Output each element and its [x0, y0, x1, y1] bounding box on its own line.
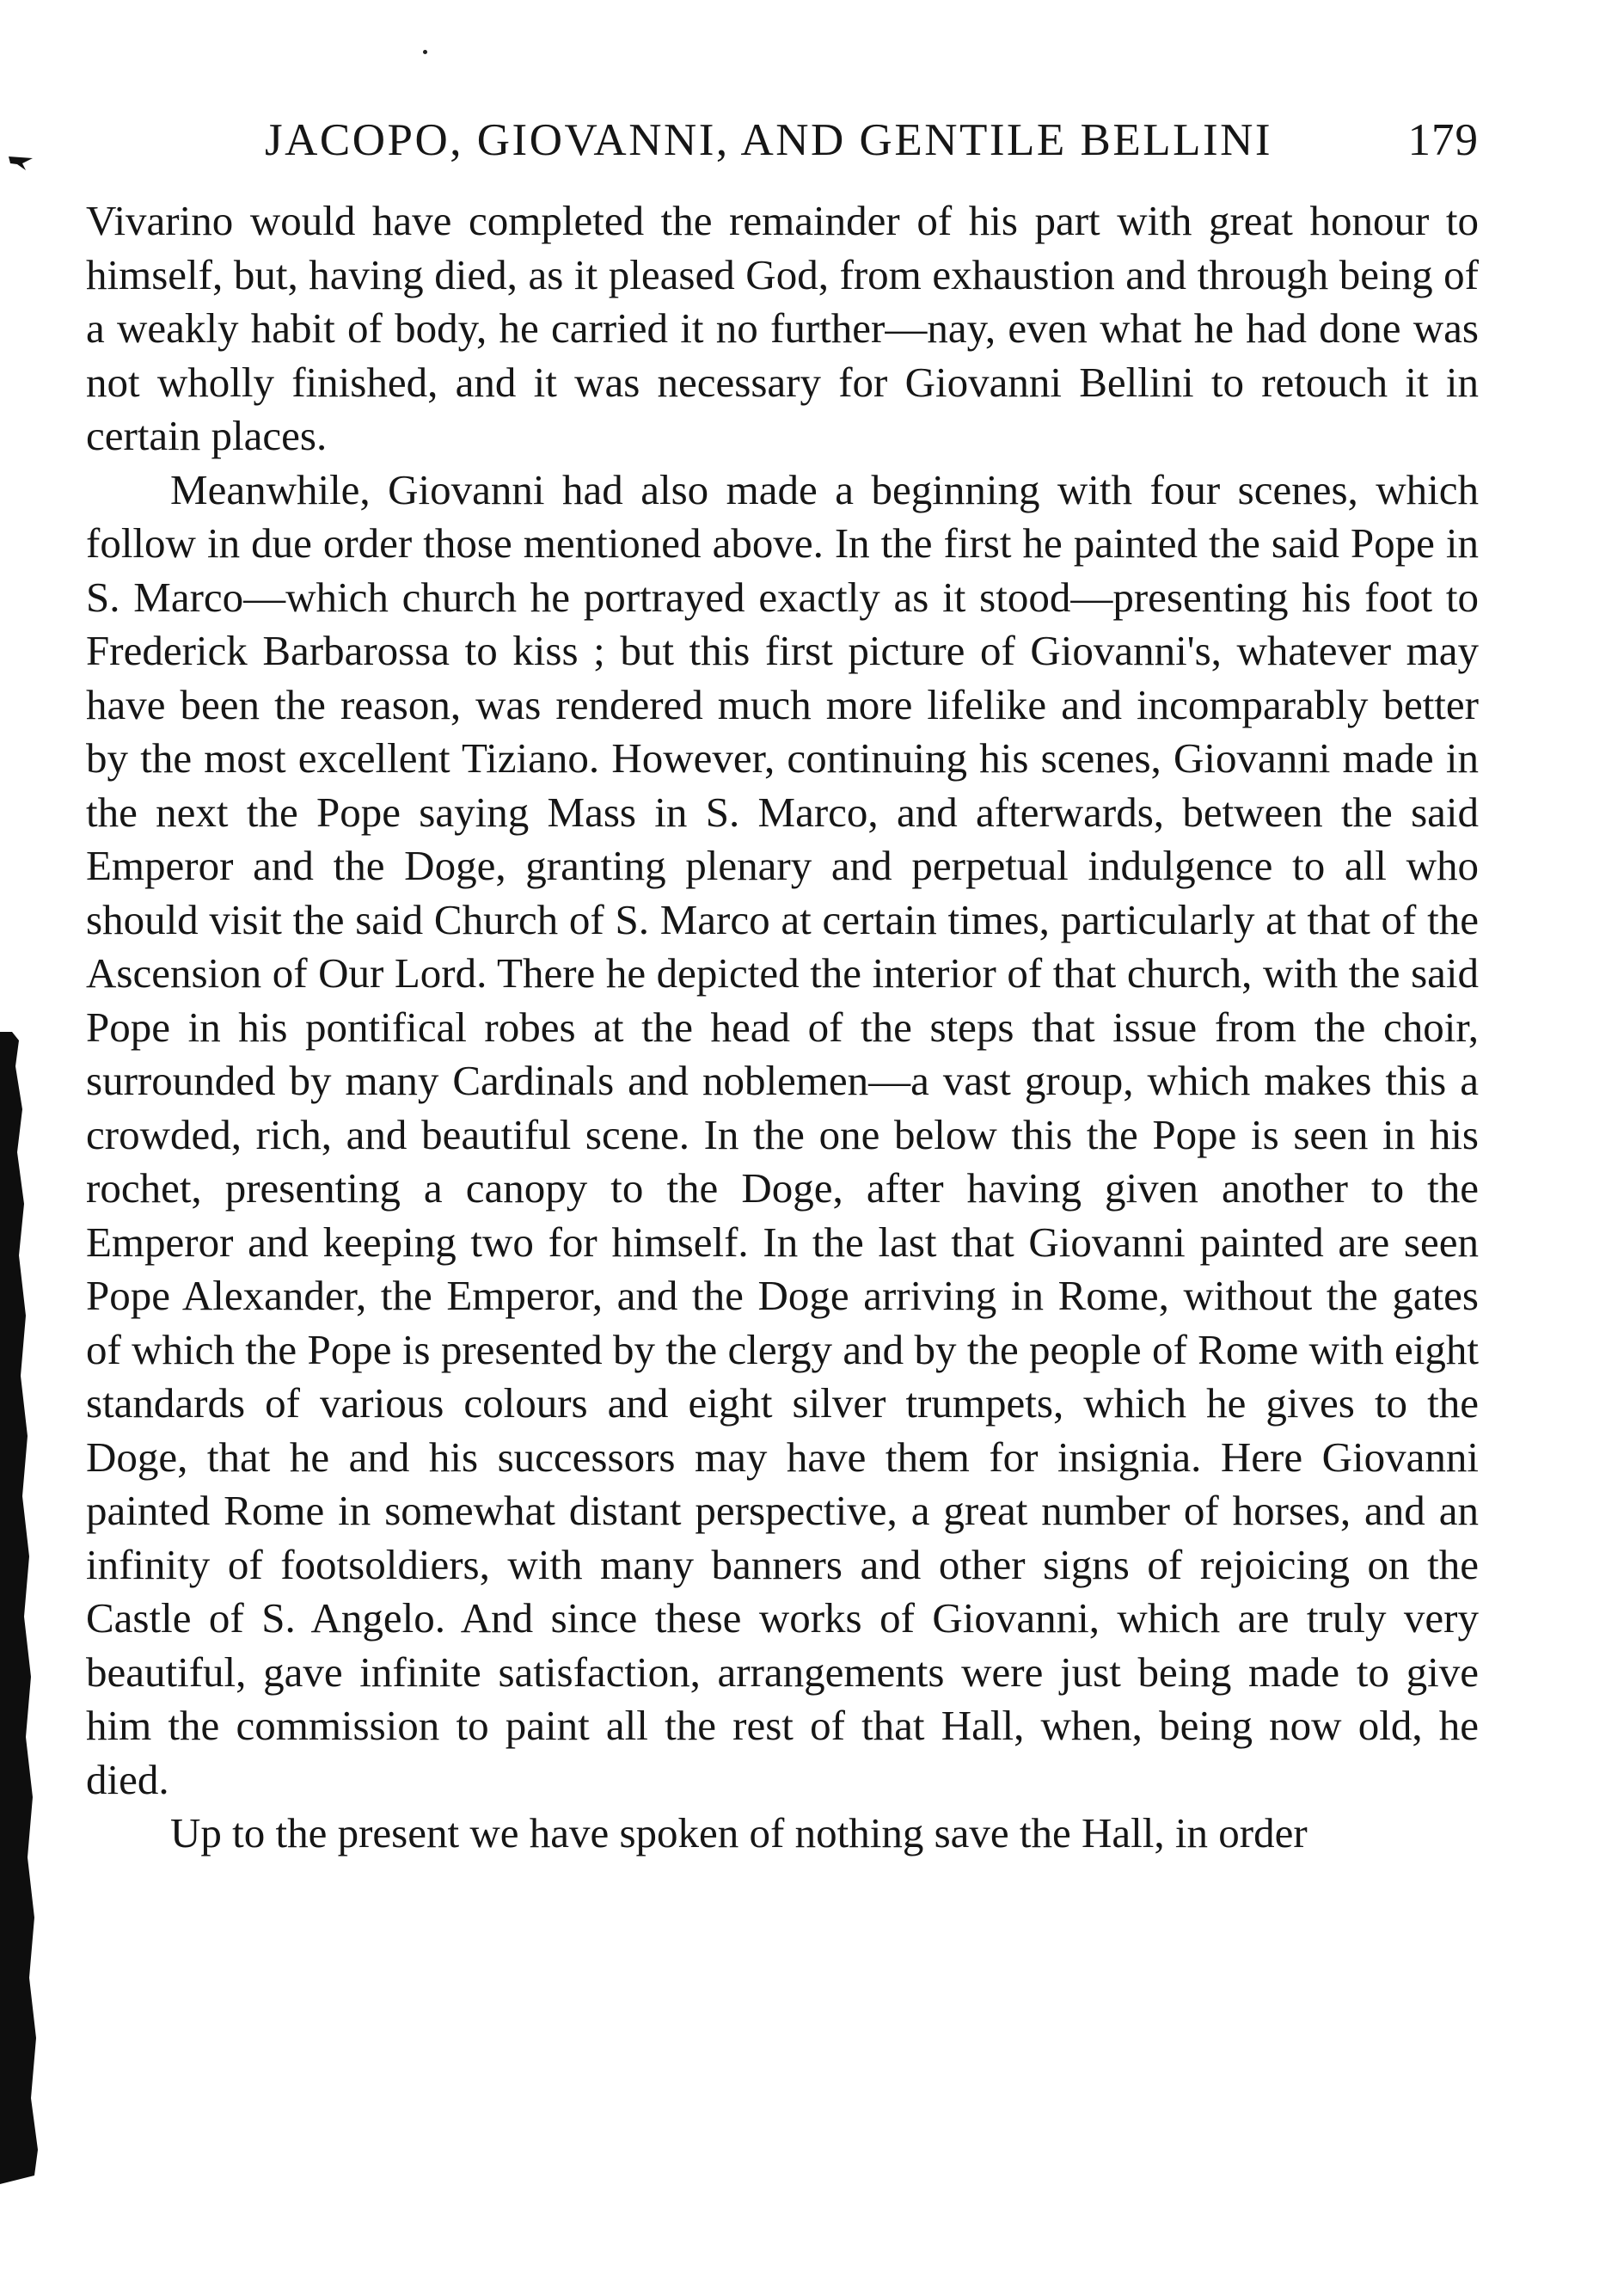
running-title: JACOPO, GIOVANNI, AND GENTILE BELLINI	[265, 115, 1273, 165]
scan-margin-mark	[7, 153, 36, 172]
scan-binding-edge	[0, 1032, 52, 2184]
paragraph-up-to-present: Up to the present we have spoken of nothing save the Hall, in order	[170, 1809, 1308, 1856]
body-text	[86, 194, 1479, 1861]
paragraph-continued: Vivarino would have completed the remainder of his part with great honour to himself, but, having died, as it pleased God, from exhaustion and through being of a weakly habit of body, he carried it no further—nay, even what he had done was not wholly finished, and it was necessary for Giovanni Bellini to retouch it in certain places.	[86, 197, 1479, 459]
paragraph-meanwhile: Meanwhile, Giovanni had also made a beginning with four scenes, which follow in due order those mentioned above. In the first he painted the said Pope in S. Marco—which church he portrayed exactly as it stood—presenting his foot to Frederick Barbarossa to kiss ; but this first picture of Giovanni's, whatever may have been the reason, was rendered much more lifelike and incomparably better by the most excellent Tiziano. However, continuing his scenes, Giovanni made in the next the Pope saying Mass in S. Marco, and afterwards, between the said Emperor and the Doge, granting plenary and perpetual indulgence to all who should visit the said Church of S. Marco at certain times, particularly at that of the Ascension of Our Lord. There he depicted the interior of that church, with the said Pope in his pontifical robes at the head of the steps that issue from the choir, surrounded by many Cardinals and noblemen—a vast group, which makes this a crowded, rich, and beautiful scene. In the one below this the Pope is seen in his rochet, presenting a canopy to the Doge, after having given another to the Emperor and keeping two for himself. In the last that Giovanni painted are seen Pope Alexander, the Emperor, and the Doge arriving in Rome, without the gates of which the Pope is presented by the clergy and by the people of Rome with eight standards of various colours and eight silver trumpets, which he gives to the Doge, that he and his successors may have them for insignia. Here Giovanni painted Rome in somewhat distant perspective, a great number of horses, and an infinity of footsoldiers, with many banners and other signs of rejoicing on the Castle of S. Angelo. And since these works of Giovanni, which are truly very beautiful, gave infinite satisfaction, arrangements were just being made to give him the commission to paint all the rest of that Hall, when, being now old, he died.	[86, 465, 1479, 1803]
running-header	[86, 110, 1479, 170]
scan-speck	[423, 50, 427, 54]
page-number: 179	[1407, 115, 1479, 165]
